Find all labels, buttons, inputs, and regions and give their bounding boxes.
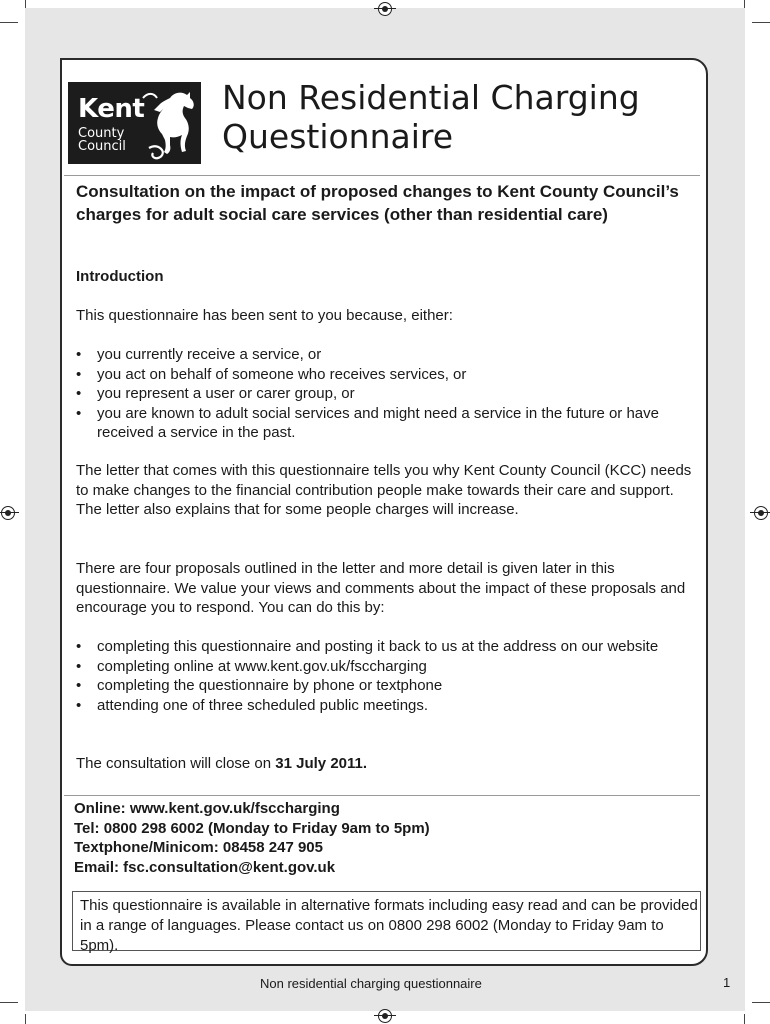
list-item: • you are known to adult social services and might need a service in the future or have received a service in the past.: [76, 404, 696, 443]
registration-mark-left: [1, 506, 15, 520]
page-number: 1: [723, 975, 731, 990]
response-methods-list: [76, 637, 696, 715]
consultation-subtitle: Consultation on the impact of proposed changes to Kent County Council’s charges for adult social care services (other than residential care): [76, 182, 679, 224]
contact-online[interactable]: Online: www.kent.gov.uk/fsccharging: [74, 800, 340, 817]
contact-divider: [64, 795, 700, 796]
contact-tel: Tel: 0800 298 6002 (Monday to Friday 9am to 5pm): [74, 819, 430, 837]
rampant-horse-icon: [140, 88, 198, 160]
title-divider: [64, 175, 700, 176]
document-title: Non Residential Charging Questionnaire: [222, 78, 640, 156]
list-item: • attending one of three scheduled public meetings.: [76, 696, 696, 716]
letter-paragraph: The letter that comes with this questionnaire tells you why Kent County Council (KCC) needs to make changes to the financial contribution people make towards their care and support. The letter also explains that for some people charges will increase.: [76, 462, 692, 518]
introduction-heading: Introduction: [76, 268, 164, 285]
crop-mark: [752, 22, 770, 23]
logo-text-council: Council: [78, 139, 126, 154]
crop-mark: [0, 22, 18, 23]
intro-text: This questionnaire has been sent to you because, either:: [76, 307, 453, 324]
list-item: • you act on behalf of someone who receives services, or: [76, 365, 696, 385]
closing-date-text: [76, 754, 700, 774]
footer-title: Non residential charging questionnaire: [260, 976, 482, 991]
crop-mark: [25, 1014, 26, 1024]
registration-mark-bottom: [378, 1009, 392, 1023]
crop-mark: [744, 1014, 745, 1024]
crop-mark: [0, 1002, 18, 1003]
crop-mark: [752, 1002, 770, 1003]
list-item: • completing this questionnaire and posting it back to us at the address on our website: [76, 637, 696, 657]
logo-text-kent: Kent: [78, 94, 145, 124]
closing-date: 31 July 2011.: [275, 755, 368, 772]
list-item: • completing the questionnaire by phone or textphone: [76, 676, 696, 696]
list-item: • completing online at www.kent.gov.uk/fsccharging: [76, 657, 696, 677]
list-item: • you represent a user or carer group, or: [76, 384, 696, 404]
alt-formats-box: [72, 891, 701, 954]
contact-textphone: Textphone/Minicom: 08458 247 905: [74, 839, 323, 856]
proposals-paragraph: There are four proposals outlined in the letter and more detail is given later in this questionnaire. We value your views and comments about the impact of these proposals and encourage you to respond. You can do this by:: [76, 560, 686, 616]
contact-details: [74, 799, 430, 877]
kcc-logo: [68, 82, 201, 164]
registration-mark-top: [378, 2, 392, 16]
crop-mark: [25, 0, 26, 8]
registration-mark-right: [754, 506, 768, 520]
reasons-list: [76, 345, 696, 443]
list-item: • you currently receive a service, or: [76, 345, 696, 365]
logo-text-county: County: [78, 126, 125, 141]
contact-email[interactable]: Email: fsc.consultation@kent.gov.uk: [74, 858, 336, 876]
closing-prefix: The consultation will close on: [76, 755, 276, 772]
alt-formats-text: This questionnaire is available in alternative formats including easy read and can be provided in a range of languages. Please contact us on 0800 298 6002 (Monday to Friday 9am to 5pm).: [80, 897, 698, 954]
crop-mark: [744, 0, 745, 8]
